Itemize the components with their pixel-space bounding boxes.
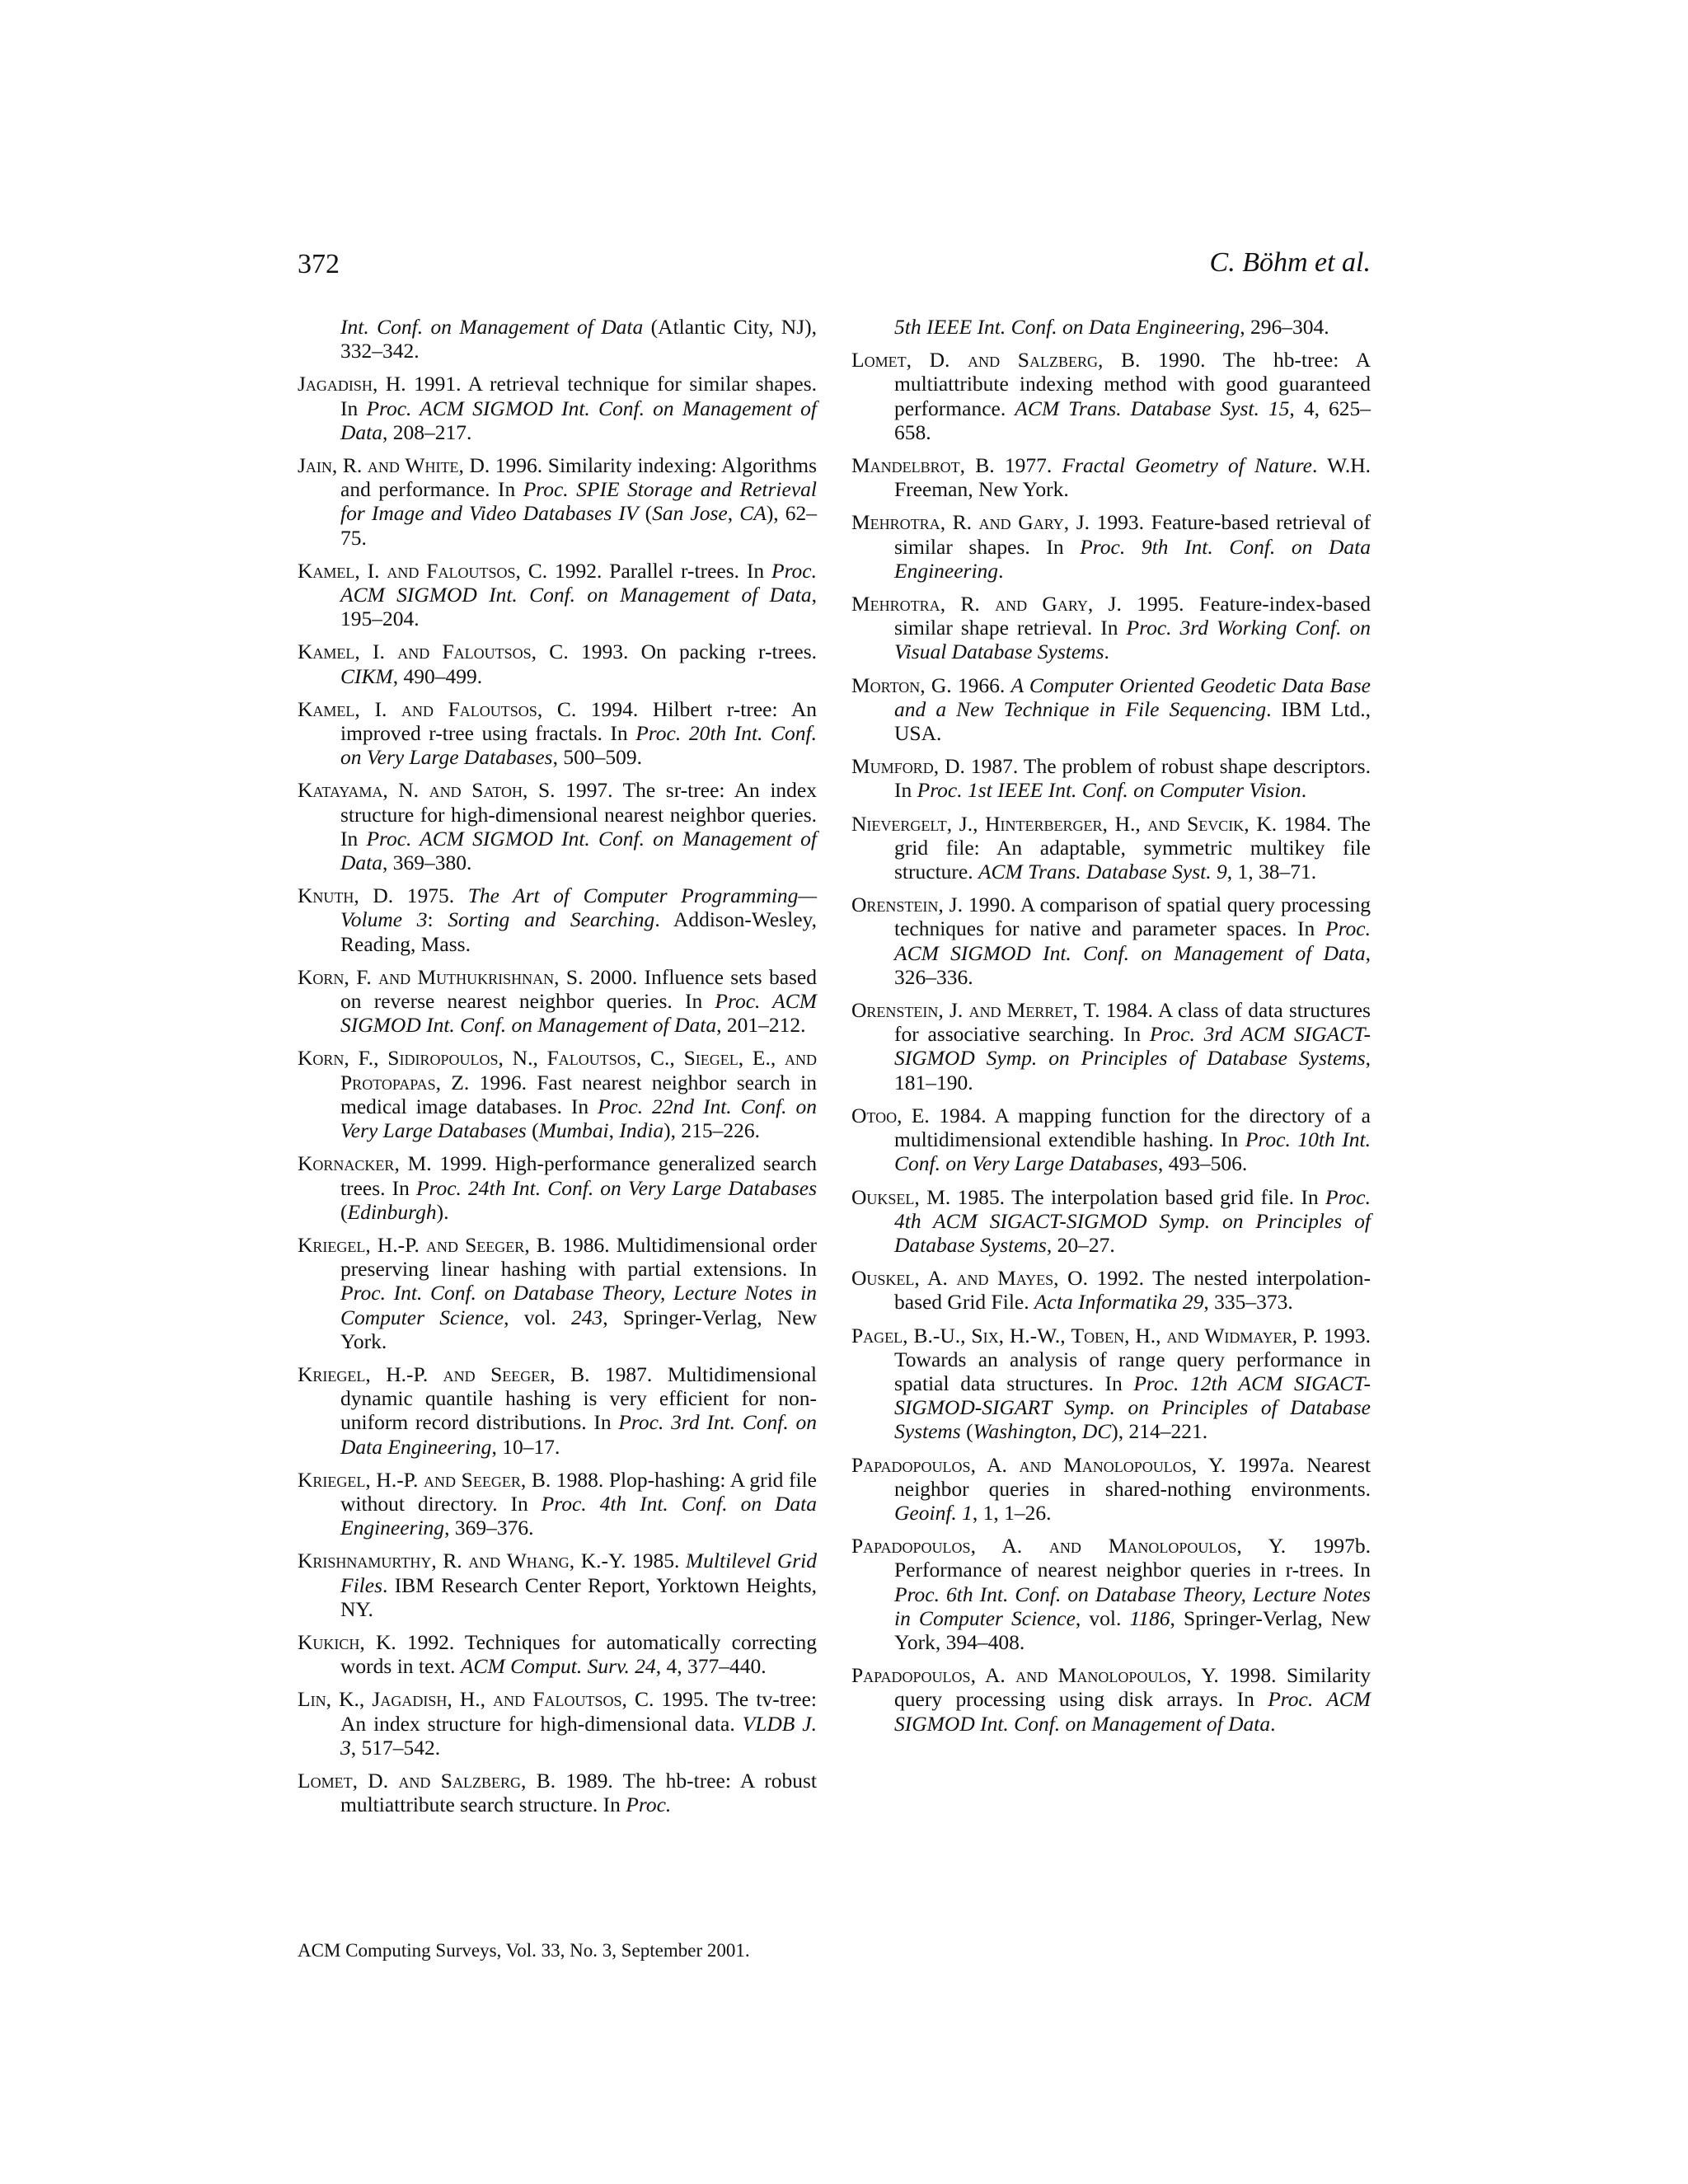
reference-text: , K., [326,1687,373,1712]
reference-entry [298,1362,817,1459]
reference-emphasis: 243 [570,1305,603,1329]
reference-emphasis: Proc. 12th ACM SIGACT-SIGMOD-SIGART Symp. on Principles of Database Systems [894,1371,1371,1444]
reference-text: ( [526,1118,539,1143]
reference-text: , P. 1993. Towards an analysis of range query performance in spatial data structures. In [894,1323,1372,1395]
references-left-column [298,315,817,1825]
reference-text: , H.-W., [998,1323,1071,1347]
reference-entry [298,559,817,631]
reference-author: and [387,558,420,583]
reference-text: , Y. 1997b. Performance of nearest neighbor queries in r-trees. In [894,1534,1372,1582]
reference-author: Muthukrishnan [417,964,555,989]
reference-emphasis: Proc. 1st IEEE Int. Conf. on Computer Vision [917,778,1301,803]
reference-author: Orenstein [851,893,939,917]
reference-text: , H.-P. [365,1467,424,1492]
reference-text: , Y. 1998. Similarity query processing using disk arrays. In [894,1663,1372,1712]
reference-author: and [1147,811,1180,836]
reference-author: Papadopoulos [851,1452,971,1477]
reference-author: Seeger [461,1467,521,1492]
reference-author: and [1048,1534,1081,1558]
page-number: 372 [298,249,340,279]
reference-text: , B.-U., [903,1323,972,1347]
reference-entry [851,348,1371,444]
reference-author: and [493,1687,526,1712]
reference-author: Ouskel [851,1266,915,1291]
reference-author: Salzberg [1017,348,1098,373]
reference-text: , H., [1124,1323,1167,1347]
reference-text [430,1769,440,1793]
reference-entry [298,640,817,687]
journal-footer: ACM Computing Surveys, Vol. 33, No. 3, September 2001. [298,1940,750,1961]
reference-author: Krishnamurthy [298,1549,432,1573]
reference-entry [851,893,1371,989]
reference-text: , B. 1990. The hb-tree: A multiattribute indexing method with good guaranteed performance. [894,348,1371,420]
reference-author: and [401,696,434,721]
reference-author: and [424,1467,457,1492]
reference-text [1081,1534,1109,1558]
reference-text [429,640,442,663]
reference-entry [851,1453,1371,1526]
reference-entry [851,998,1371,1094]
reference-emphasis: Geoinf. 1 [894,1500,973,1525]
reference-emphasis: Proc. 3rd Working Conf. on Visual Database Systems [894,616,1371,664]
reference-entry [298,1046,817,1142]
reference-author: Faloutsos [442,640,532,664]
reference-text [462,778,472,802]
reference-text: , 1, 1–26. [972,1500,1052,1525]
reference-text: , 369–376. [444,1516,534,1540]
reference-text [1011,510,1019,534]
reference-text: , Springer-Verlag, New York. [340,1305,818,1353]
reference-author: and [968,348,1001,373]
reference-text: , 1, 38–71. [1226,860,1317,884]
running-head: C. Böhm et al. [1209,247,1371,278]
reference-author: Knuth [298,883,354,908]
reference-text: , R. [940,510,979,535]
reference-text: . IBM Research Center Report, Yorktown Heights, NY. [340,1572,817,1621]
reference-author: Seeger [465,1232,525,1257]
reference-text: , B. 1977. [959,453,1062,478]
reference-author: and [426,1232,459,1257]
reference-author: Gary [1042,592,1088,616]
reference-text: , 20–27. [1046,1232,1115,1257]
reference-author: Toben [1071,1323,1125,1347]
reference-text: . IBM Ltd., USA. [894,696,1371,746]
reference-text: , 10–17. [491,1434,560,1459]
reference-author: Nievergelt [851,811,947,836]
reference-emphasis: Int. Conf. on Management of Data [340,315,644,339]
reference-emphasis: Proc. ACM SIGMOD Int. Conf. on Management of Data [894,1687,1372,1736]
reference-author: Manolopoulos [1108,1534,1237,1558]
reference-text: , D. 1987. The problem of robust shape descriptors. In [894,754,1371,803]
reference-author: Mumford [851,754,934,779]
reference-author: Merret [1006,998,1073,1023]
reference-author: Satoh [471,778,523,803]
reference-author: Kamel [298,558,355,583]
reference-entry [851,1104,1371,1176]
reference-text: , C. 1995. The tv-tree: An index structure for high-dimensional data. [340,1687,818,1736]
reference-author: Kukich [298,1629,360,1654]
reference-emphasis: Mumbai [538,1118,609,1143]
reference-text: , C. 1992. Parallel r-trees. In [515,558,771,583]
reference-text [476,1362,490,1386]
reference-text: ). [436,1199,449,1224]
reference-emphasis: Proc. ACM SIGMOD Int. Conf. on Management of Data [340,396,817,444]
reference-text: , 335–373. [1203,1290,1293,1315]
reference-author: Mandelbrot [851,453,960,478]
reference-emphasis: Proc. 6th Int. Conf. on Database Theory, Lecture Notes in Computer Science [894,1582,1371,1630]
reference-author: Manolopoulos [1063,1452,1192,1477]
reference-text: ( [960,1419,973,1444]
reference-author: Kamel [298,640,355,664]
reference-entry [851,1534,1371,1654]
reference-author: and [1015,1663,1048,1688]
reference-author: Korn [298,1046,345,1071]
reference-author: Kriegel [298,1467,366,1492]
reference-text: (Atlantic City, NJ), 332–342. [340,315,817,363]
reference-text: , H., [447,1687,494,1712]
reference-text: , M. 1985. The interpolation based grid file. In [914,1184,1325,1209]
reference-author: Salzberg [440,1768,521,1793]
reference-text: , B. 1988. Plop-hashing: A grid file without directory. In [340,1467,818,1516]
reference-text: , H.-P. [365,1232,427,1257]
reference-text [1001,998,1006,1022]
reference-text: , [1071,1419,1082,1444]
reference-text [1048,1663,1057,1687]
reference-text: , C., [635,1046,684,1071]
reference-text: , S. 2000. Influence sets based on reverse nearest neighbor queries. In [340,964,817,1014]
reference-text: ), 62–75. [340,501,818,550]
reference-text: , vol. [1075,1605,1130,1630]
reference-emphasis: Edinburgh [347,1199,437,1224]
reference-entry [851,1185,1371,1258]
reference-author: White [405,453,459,478]
reference-text: , 208–217. [382,419,472,444]
reference-emphasis: Multilevel Grid Files [340,1549,817,1597]
reference-text: , B. 1989. The hb-tree: A robust multiattribute search structure. In [340,1768,817,1817]
reference-text [458,1233,465,1257]
reference-text: ( [638,501,653,526]
reference-author: Gary [1018,510,1064,535]
reference-text: , 296–304. [1240,315,1329,339]
reference-text: , 201–212. [716,1013,806,1038]
reference-entry [298,1549,817,1621]
reference-text: , S. 1997. The sr-tree: An index structure for high-dimensional nearest neighbor queries. In [340,778,817,851]
reference-text: , B. 1987. Multidimensional dynamic quantile hashing is very efficient for non-uniform record distributions. In [340,1361,818,1435]
reference-emphasis: Proc. 10th Int. Conf. on Very Large Databases [894,1127,1371,1176]
reference-author: Sidiropoulos [387,1046,499,1071]
reference-author: Kriegel [298,1361,366,1386]
reference-text: , F., [344,1046,388,1071]
reference-emphasis: CIKM [340,663,393,688]
reference-author: and [995,592,1028,616]
reference-emphasis: CA [739,501,767,526]
reference-entry [851,754,1371,802]
reference-emphasis: Fractal Geometry of Nature [1062,453,1312,478]
reference-text: , 4, 625–658. [894,396,1371,444]
reference-emphasis: Proc. Int. Conf. on Database Theory, Lecture Notes in Computer Science [340,1281,817,1329]
reference-continuation [298,315,817,363]
reference-text: ( [340,1199,348,1224]
reference-text: , B. 1986. Multidimensional order preserving linear hashing with partial extensions. In [340,1232,818,1282]
reference-entry [851,673,1371,746]
reference-text: , [608,1118,620,1143]
reference-author: Faloutsos [532,1687,622,1712]
reference-author: Mehrotra [851,510,940,535]
reference-entry [851,1266,1371,1314]
reference-author: Hinterberger [985,811,1103,836]
reference-text: . [1270,1711,1276,1736]
reference-emphasis: A Computer Oriented Geodetic Data Base and a New Technique in File Sequencing [894,673,1372,721]
reference-text: , F. [344,964,379,989]
reference-author: and [978,510,1011,535]
reference-text: , 369–380. [382,851,472,875]
reference-author: Six [971,1323,999,1347]
reference-emphasis: Proc. 3rd ACM SIGACT-SIGMOD Symp. on Principles of Database Systems [894,1022,1371,1071]
reference-text: , Y. 1997a. Nearest neighbor queries in shared-nothing environments. [894,1452,1372,1501]
reference-author: Manolopoulos [1057,1663,1187,1688]
reference-text [434,697,448,721]
reference-entry [298,883,817,956]
reference-emphasis: Proc. ACM SIGMOD Int. Conf. on Management of Data [340,989,817,1038]
reference-text: , Z. 1996. Fast nearest neighbor search in medical image databases. In [340,1070,817,1118]
reference-text: , M. 1999. High-performance generalized search trees. In [340,1151,817,1200]
reference-emphasis: Proc. ACM SIGMOD Int. Conf. on Management of Data [340,558,817,607]
reference-entry [298,965,817,1038]
reference-emphasis: Acta Informatika 29 [1034,1290,1204,1315]
reference-text: , R. [331,453,368,478]
reference-text: , J., [946,811,986,836]
reference-text: , 490–499. [392,663,483,688]
reference-author: Mehrotra [851,592,940,616]
reference-entry [298,697,817,770]
reference-text: , J. 1993. Feature-based retrieval of similar shapes. In [894,510,1372,559]
reference-emphasis: ACM Trans. Database Syst. 15 [1015,396,1290,420]
reference-text: , D. [352,1768,399,1793]
reference-entry [298,778,817,874]
reference-author: Protopapas [340,1070,436,1094]
reference-emphasis: VLDB J. 3 [340,1711,817,1760]
reference-text: , C. 1993. On packing r-trees. [531,640,817,664]
reference-emphasis: Proc. 4th ACM SIGACT-SIGMOD Symp. on Principles of Database Systems [894,1184,1371,1257]
reference-text: . [1301,778,1307,803]
reference-text: , N. [382,778,429,803]
reference-entry [298,1151,817,1224]
reference-author: and [443,1361,476,1386]
reference-text: , 4, 377–440. [655,1654,767,1679]
reference-text [1051,1453,1063,1477]
reference-emphasis: 1186 [1129,1605,1170,1630]
reference-emphasis: Proc. 9th Int. Conf. on Data Engineering [894,534,1371,583]
reference-emphasis: ACM Comput. Surv. 24 [460,1654,656,1679]
reference-text: , K.-Y. 1985. [569,1549,686,1573]
reference-text: , J. 1995. Feature-index-based similar shape retrieval. In [894,592,1371,640]
reference-text: , K. 1992. Techniques for automatically correcting words in text. [340,1629,817,1679]
reference-text: , vol. [504,1305,571,1329]
reference-text: , I. [354,558,387,583]
reference-author: Seeger [490,1361,551,1386]
reference-entry [851,1663,1371,1736]
reference-author: and [468,1549,501,1573]
reference-emphasis: Proc. 24th Int. Conf. on Very Large Databases [415,1175,817,1200]
reference-author: Papadopoulos [851,1534,971,1558]
reference-emphasis: ACM Trans. Database Syst. 9 [978,860,1227,884]
reference-text: , 326–336. [894,940,1371,989]
reference-author: and [378,964,411,989]
reference-text: . W.H. Freeman, New York. [894,453,1371,502]
reference-author: Jagadish [372,1687,448,1712]
reference-author: Faloutsos [448,696,537,721]
reference-author: Katayama [298,778,383,803]
reference-author: Orenstein [851,998,939,1023]
reference-entry [851,812,1371,884]
reference-author: Pagel [851,1323,903,1347]
reference-author: Korn [298,964,345,989]
reference-entry [851,592,1371,664]
reference-emphasis: The Art of Computer Programming—Volume 3 [340,883,817,932]
reference-author: Lomet [298,1768,353,1793]
reference-text [525,1687,532,1711]
reference-text: , D. 1996. Similarity indexing: Algorithms and performance. In [340,453,817,502]
reference-emphasis: Proc. SPIE Storage and Retrieval for Image and Video Databases IV [340,477,817,526]
reference-emphasis: Proc. ACM SIGMOD Int. Conf. on Management of Data [340,826,817,875]
reference-text: . Addison-Wesley, Reading, Mass. [340,907,817,956]
reference-author: Papadopoulos [851,1663,971,1688]
reference-text: , [727,501,740,526]
reference-emphasis: Proc. ACM SIGMOD Int. Conf. on Management of Data [894,916,1371,965]
reference-text: , N., [498,1046,547,1071]
reference-text: , R. [431,1549,469,1573]
reference-text: , D. 1975. [354,883,468,908]
reference-entry [298,453,817,550]
reference-author: Siegel [683,1046,738,1071]
reference-text: , O. 1992. The nested interpolation-based Grid File. [894,1266,1371,1315]
reference-text: , H., [1102,811,1148,836]
reference-text: , E., [738,1046,785,1071]
reference-text: , R. [940,592,996,616]
reference-author: Kornacker [298,1151,395,1176]
reference-text: , 500–509. [552,745,642,770]
reference-author: Jain [298,453,332,478]
reference-text: ), 214–221. [1111,1419,1208,1444]
reference-text: , H. 1991. A retrieval technique for similar shapes. In [340,372,817,420]
reference-emphasis: 5th IEEE Int. Conf. on Data Engineering [894,315,1240,339]
reference-text [500,1549,507,1572]
reference-entry [851,453,1371,501]
reference-entry [298,1630,817,1678]
reference-author: and [398,1768,431,1793]
reference-emphasis: DC [1081,1419,1112,1444]
reference-text: , T. 1984. A class of data structures for associative searching. In [894,998,1371,1047]
reference-text: , H.-P. [365,1361,443,1386]
reference-text: , J. 1990. A comparison of spatial query processing techniques for native and parameter spaces. In [894,893,1371,941]
reference-emphasis: Sorting and Searching [448,907,655,932]
reference-author: and [397,640,430,664]
reference-emphasis: Proc. 4th Int. Conf. on Data Engineering [340,1491,817,1540]
reference-author: and [367,453,400,478]
reference-author: Faloutsos [546,1046,636,1071]
reference-text: , D. [906,348,968,373]
reference-text: , A. [914,1266,957,1291]
reference-text: , K. 1984. The grid file: An adaptable, symmetric multikey file structure. [894,811,1371,884]
reference-continuation [851,315,1371,339]
reference-author: and [1166,1323,1199,1347]
reference-text [1027,592,1042,616]
reference-text [1179,812,1187,836]
reference-author: Ouksel [851,1184,915,1209]
reference-entry [298,372,817,444]
reference-text: , 195–204. [340,583,817,631]
reference-entry [851,1324,1371,1444]
reference-author: Widmayer [1204,1323,1292,1347]
reference-author: Otoo [851,1103,898,1127]
reference-text [988,1266,997,1290]
reference-text: , 517–542. [350,1735,441,1760]
reference-text [1000,348,1018,372]
reference-author: and [785,1046,818,1071]
reference-emphasis: Proc. 20th Int. Conf. on Very Large Databases [340,721,817,770]
reference-author: and [968,998,1001,1023]
reference-text: , J. [938,998,969,1023]
reference-emphasis: San Jose [652,501,728,526]
reference-emphasis: India [619,1118,664,1143]
reference-text: , A. [970,1663,1016,1688]
reference-entry [298,1687,817,1760]
reference-author: Morton [851,673,921,697]
reference-emphasis: Proc. 22nd Int. Conf. on Very Large Databases [340,1094,817,1143]
reference-text [456,1468,462,1492]
reference-entry [298,1468,817,1540]
reference-author: and [429,778,462,803]
reference-author: Kriegel [298,1232,366,1257]
reference-text: , A. [970,1534,1049,1558]
reference-author: Lin [298,1687,326,1712]
reference-author: Mayes [997,1266,1054,1291]
reference-text: : [427,907,448,932]
reference-text: , I. [354,696,401,721]
reference-emphasis: Proc. 3rd Int. Conf. on Data Engineering [340,1410,817,1459]
references-right-column [851,315,1371,1745]
reference-text: . [998,558,1004,583]
reference-author: Whang [506,1549,570,1573]
reference-text: . [1104,640,1109,664]
reference-text: , Springer-Verlag, New York, 394–408. [894,1605,1371,1654]
reference-entry [298,1233,817,1353]
reference-text: , 493–506. [1157,1151,1248,1176]
reference-text: , G. 1966. [920,673,1011,697]
reference-author: Jagadish [298,372,373,396]
reference-emphasis: Washington [973,1419,1072,1444]
reference-text: , C. 1994. Hilbert r-tree: An improved r-tree using fractals. In [340,696,817,746]
reference-author: Faloutsos [426,558,516,583]
reference-author: Sevcik [1187,811,1245,836]
reference-text: , E. 1984. A mapping function for the directory of a multidimensional extendible hashing. In [894,1103,1371,1152]
reference-text: ), 215–226. [663,1118,761,1143]
reference-text: , A. [970,1452,1020,1477]
reference-text [419,559,426,583]
reference-author: Kamel [298,696,355,721]
reference-entry [298,1769,817,1816]
reference-author: Lomet [851,348,907,373]
reference-text: , I. [354,640,398,664]
reference-author: and [956,1266,989,1291]
reference-entry [851,510,1371,583]
reference-author: and [1019,1452,1052,1477]
reference-emphasis: Proc. [626,1793,672,1817]
reference-text: , 181–190. [894,1046,1371,1094]
